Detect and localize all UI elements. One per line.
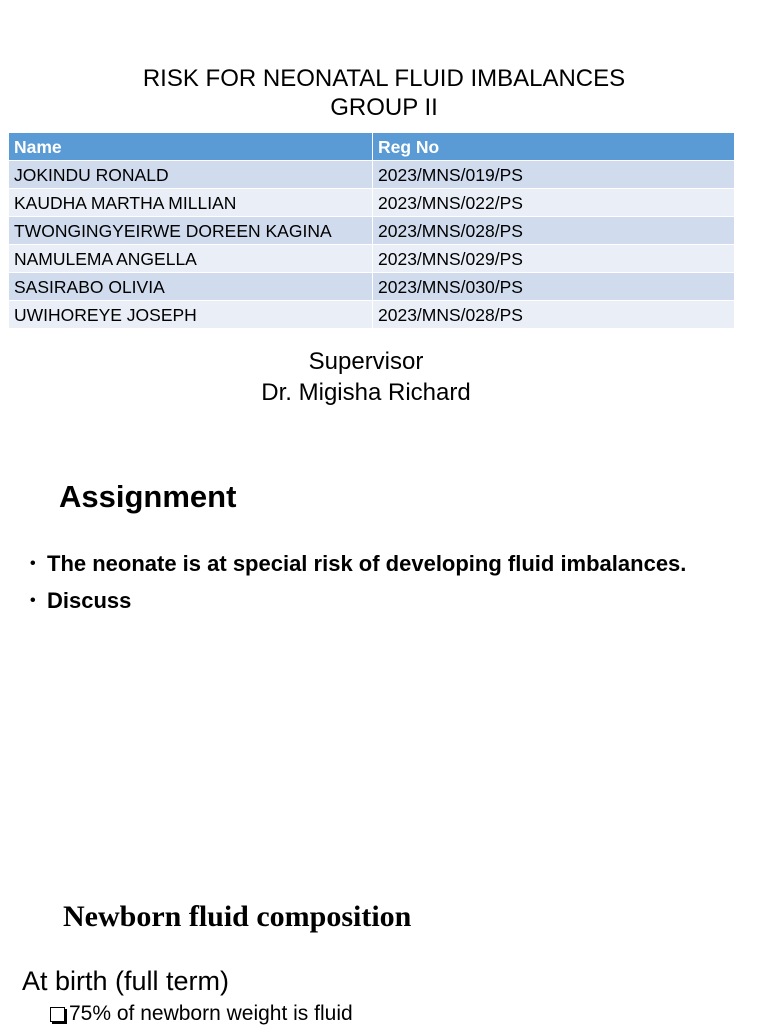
title-line-1: RISK FOR NEONATAL FLUID IMBALANCES [142,65,626,92]
supervisor-block [0,346,732,408]
member-reg-no: 2023/MNS/028/PS [373,217,735,245]
member-name: UWIHOREYE JOSEPH [9,301,373,329]
bullet-text: Discuss [47,588,132,613]
list-item [30,550,748,577]
member-name: SASIRABO OLIVIA [9,273,373,301]
assignment-bullets [30,550,748,624]
composition-subheading: At birth (full term) [22,966,230,996]
header-name: Name [9,133,373,161]
table-row [9,273,735,301]
bullet-icon: • [30,592,36,609]
member-name: NAMULEMA ANGELLA [9,245,373,273]
checkbox-bullet-icon [50,1007,65,1022]
member-reg-no: 2023/MNS/022/PS [373,189,735,217]
list-item [50,1002,353,1026]
table-row [9,217,735,245]
table-row [9,189,735,217]
list-item [30,587,748,614]
title-line-2: GROUP II [330,94,438,121]
member-reg-no: 2023/MNS/019/PS [373,161,735,189]
table-header-row [9,133,735,161]
table-row [9,161,735,189]
composition-heading: Newborn fluid composition [63,900,412,933]
table-row [9,245,735,273]
member-name: KAUDHA MARTHA MILLIAN [9,189,373,217]
member-reg-no: 2023/MNS/029/PS [373,245,735,273]
supervisor-label: Supervisor [308,348,424,375]
assignment-heading: Assignment [59,479,237,514]
bullet-icon: • [30,555,36,572]
slide-title [0,64,768,122]
member-reg-no: 2023/MNS/030/PS [373,273,735,301]
item-text: 75% of newborn weight is fluid [69,1002,353,1025]
member-name: TWONGINGYEIRWE DOREEN KAGINA [9,217,373,245]
supervisor-name: Dr. Migisha Richard [261,379,471,406]
members-table [8,132,735,329]
member-reg-no: 2023/MNS/028/PS [373,301,735,329]
table-row [9,301,735,329]
bullet-text: The neonate is at special risk of developing fluid imbalances. [47,551,687,576]
header-reg-no: Reg No [373,133,735,161]
member-name: JOKINDU RONALD [9,161,373,189]
